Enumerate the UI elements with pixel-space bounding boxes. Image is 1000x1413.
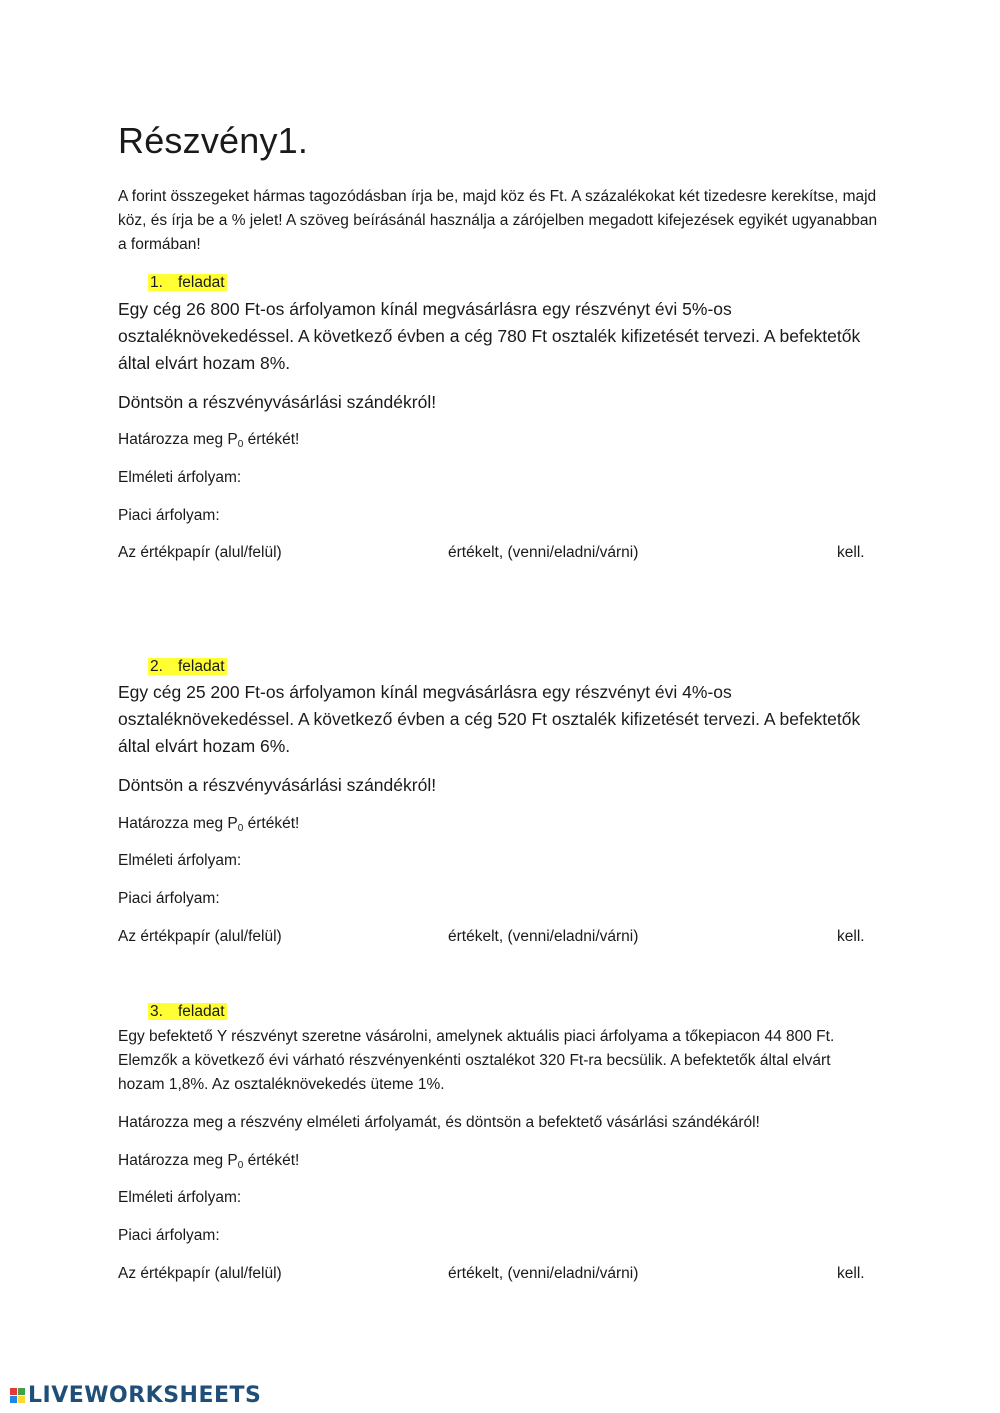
task-label: feladat [178,274,225,291]
p0-prompt-3: Határozza meg $P_0$ értékét! [118,1152,300,1171]
decision-text-c: kell. [837,1265,865,1282]
page-title: Részvény1. [118,120,309,161]
task-heading-2 [148,657,227,677]
market-price-label-2: Piaci árfolyam: [118,890,220,907]
p0-prompt-2: Határozza meg $P_0$ értékét! [118,815,300,834]
instructions: A forint összegeket hármas tagozódásban írja be, majd köz és Ft. A százalékokat két tizedesre kerekítse, majd köz, és írja be a % jelet! A szöveg beírásánál használja a zárójelben megadott kifejezések egyikét ugyanabban a formában! [118,188,878,253]
decision-text-c: kell. [837,928,865,945]
p0-prompt-1: Határozza meg $P_0$ értékét! [118,431,300,450]
logo-blocks-icon [10,1388,25,1403]
decision-text-c: kell. [837,544,865,561]
task-text-1: Egy cég 26 800 Ft-os árfolyamon kínál megvásárlásra egy részvényt évi 5%-os osztaléknövekedéssel. A következő évben a cég 780 Ft osztalék kifizetését tervezi. A befektetők által elvárt hozam 8%. [118,299,861,373]
liveworksheets-logo [10,1380,261,1410]
decision-text-a: Az értékpapír (alul/felül) [118,928,282,945]
task-question-1: Döntsön a részvényvásárlási szándékról! [118,392,437,412]
decision-text-a: Az értékpapír (alul/felül) [118,544,282,561]
decision-row-3 [118,1264,878,1284]
theoretical-price-label-3: Elméleti árfolyam: [118,1189,242,1206]
task-text-3: Egy befektető Y részvényt szeretne vásárolni, amelynek aktuális piaci árfolyama a tőkepiacon 44 800 Ft. Elemzők a következő évi várható részvényenkénti osztalékot 320 Ft-ra becsülik. A befektetők által elvárt hozam 1,8%. Az osztaléknövekedés üteme 1%. [118,1028,835,1093]
task-text-2: Egy cég 25 200 Ft-os árfolyamon kínál megvásárlásra egy részvényt évi 4%-os osztaléknövekedéssel. A következő évben a cég 520 Ft osztalék kifizetését tervezi. A befektetők által elvárt hozam 6%. [118,682,861,756]
decision-text-a: Az értékpapír (alul/felül) [118,1265,282,1282]
decision-row-1 [118,543,878,563]
task-number: 3. [150,1003,163,1020]
decision-text-b: értékelt, (venni/eladni/várni) [448,1265,639,1282]
task-heading-1 [148,273,227,293]
decision-row-2 [118,927,878,947]
task-heading-3 [148,1002,227,1022]
market-price-label-3: Piaci árfolyam: [118,1227,220,1244]
theoretical-price-label-1: Elméleti árfolyam: [118,469,242,486]
task-question-2: Döntsön a részvényvásárlási szándékról! [118,775,437,795]
decision-text-b: értékelt, (venni/eladni/várni) [448,928,639,945]
decision-text-b: értékelt, (venni/eladni/várni) [448,544,639,561]
task-number: 2. [150,658,163,675]
task-label: feladat [178,658,225,675]
task-number: 1. [150,274,163,291]
market-price-label-1: Piaci árfolyam: [118,507,220,524]
logo-text: LIVEWORKSHEETS [28,1382,262,1408]
task-question-3: Határozza meg a részvény elméleti árfolyamát, és döntsön a befektető vásárlási szándékáról! [118,1114,760,1131]
task-label: feladat [178,1003,225,1020]
theoretical-price-label-2: Elméleti árfolyam: [118,852,242,869]
